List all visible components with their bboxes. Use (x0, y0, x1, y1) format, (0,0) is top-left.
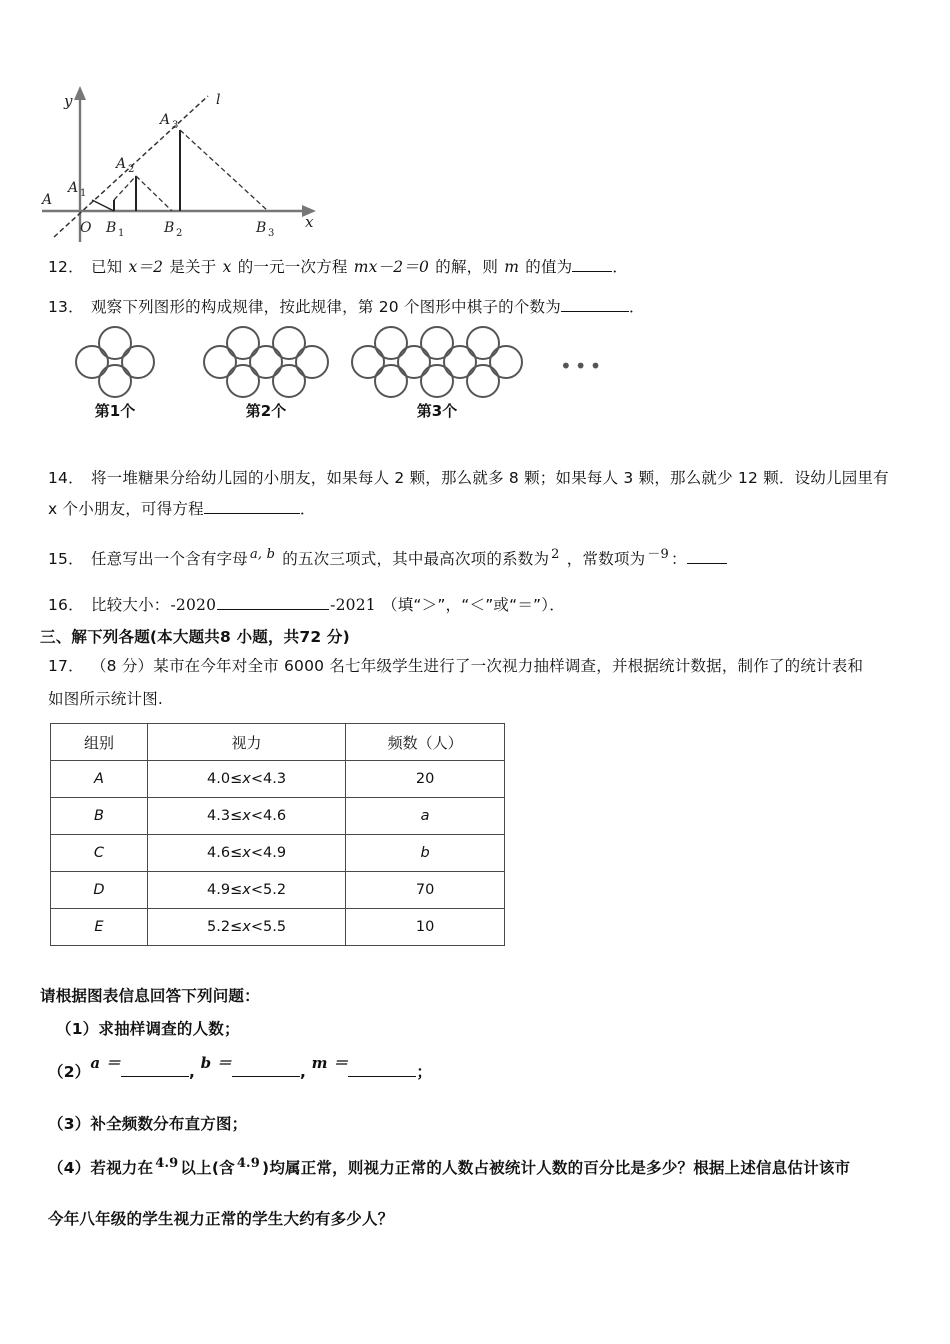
question-12-text-1: 已知 (90, 258, 123, 276)
question-12-math-4: m (504, 258, 520, 276)
question-17-line-1 (48, 654, 863, 678)
question-12-math-3: mx－2＝0 (353, 258, 430, 276)
svg-text:A: A (68, 180, 79, 196)
question-17-item-2-m: m ＝ (311, 1054, 349, 1072)
svg-text:1: 1 (118, 228, 125, 239)
question-14-number: 14． (48, 469, 84, 487)
question-12-number: 12． (48, 258, 84, 276)
pattern-group-1 (60, 326, 170, 421)
svg-text:2: 2 (128, 164, 135, 175)
coordinate-diagram (40, 80, 330, 245)
question-17-blank-b[interactable] (232, 1076, 300, 1077)
section-heading (40, 625, 350, 649)
row-group-B: B (51, 798, 148, 835)
question-17-item-2-end: ； (416, 1063, 433, 1081)
question-15 (48, 545, 727, 571)
svg-text:1: 1 (80, 188, 87, 199)
question-12 (48, 255, 628, 279)
question-16-text-1: 比较大小： (90, 596, 170, 614)
question-17-item-2-a: a ＝ (90, 1054, 121, 1072)
row-group-A: A (51, 761, 148, 798)
question-17-item-3 (48, 1112, 247, 1136)
question-17-text-1: （8 分）某市在今年对全市 6000 名七年级学生进行了一次视力抽样调查，并根据统计数据，制作了的统计表和 (90, 657, 864, 675)
question-17-item-2-b: b ＝ (200, 1054, 232, 1072)
pattern-caption-1: 第1个 (94, 402, 136, 420)
question-16-answer-blank[interactable] (217, 609, 329, 610)
table-row (51, 909, 505, 946)
table-row (51, 798, 505, 835)
question-14-text-2: x 个小朋友，可得方程 (48, 500, 204, 518)
question-12-period: ． (612, 258, 629, 276)
svg-text:x: x (305, 213, 314, 231)
question-15-letters: a, b (249, 547, 276, 562)
question-15-text-3: ，常数项为 (566, 550, 646, 569)
question-17-prompt-text: 请根据图表信息回答下列问题： (40, 987, 260, 1005)
question-17-item-4-line-1 (48, 1154, 850, 1180)
svg-text:A: A (42, 192, 53, 208)
row-freq-E: 10 (346, 909, 505, 946)
pattern-group-3 (348, 326, 526, 421)
question-15-constant: －9 (647, 547, 669, 562)
pattern-caption-3: 第3个 (416, 402, 458, 420)
svg-text:B: B (106, 220, 117, 236)
table-header-row (51, 724, 505, 761)
question-12-text-4: 的解，则 (435, 258, 499, 276)
question-13-number: 13． (48, 298, 84, 316)
question-17-blank-a[interactable] (121, 1076, 189, 1077)
svg-text:3: 3 (172, 120, 179, 131)
row-freq-A: 20 (346, 761, 505, 798)
question-12-math-2: x (222, 258, 232, 276)
pattern-group-2 (200, 326, 332, 421)
question-17-threshold-1: 4.9 (155, 1156, 179, 1171)
vision-statistics-table (50, 723, 505, 946)
question-17-text-2: 如图所示统计图. (48, 690, 164, 708)
row-group-D: D (51, 872, 148, 909)
question-16-value-1: -2020 (170, 596, 217, 614)
question-15-number: 15． (48, 550, 84, 569)
question-17-item-4-text-1: 若视力在 (90, 1159, 154, 1178)
question-17-blank-m[interactable] (348, 1076, 416, 1077)
table-header-frequency: 频数（人） (346, 724, 505, 761)
question-16 (48, 593, 565, 617)
row-range-E: 5.2≤x<5.5 (147, 909, 345, 946)
question-17-item-4-line-2 (48, 1207, 393, 1231)
question-12-answer-blank[interactable] (572, 271, 612, 272)
table-header-group: 组别 (51, 724, 148, 761)
question-17-item-4-text-4: 今年八年级的学生视力正常的学生大约有多少人？ (48, 1210, 394, 1228)
question-17-number: 17． (48, 657, 84, 675)
question-15-coefficient: 2 (551, 547, 560, 562)
question-17-item-1-text: （1）求抽样调查的人数； (56, 1020, 240, 1038)
question-17-prompt (40, 984, 260, 1008)
row-range-C: 4.6≤x<4.9 (147, 835, 345, 872)
question-17-item-2-number: （2） (48, 1063, 91, 1081)
question-13 (48, 295, 645, 319)
question-14-text-1: 将一堆糖果分给幼儿园的小朋友，如果每人 2 颗，那么就多 8 颗；如果每人 3 颗，那么就少 12 颗．设幼儿园里有 (90, 469, 889, 487)
table-row (51, 835, 505, 872)
question-17-item-4-text-2: 以上(含 (180, 1159, 235, 1178)
row-group-C: C (51, 835, 148, 872)
row-freq-D: 70 (346, 872, 505, 909)
question-14-period: ． (299, 500, 316, 518)
table-row (51, 872, 505, 909)
question-14-line-1 (48, 466, 889, 490)
row-range-A: 4.0≤x<4.3 (147, 761, 345, 798)
circle-pattern-figure (40, 326, 660, 431)
question-17-line-2 (48, 687, 163, 711)
question-14-line-2 (48, 497, 316, 521)
question-12-math-1: x＝2 (128, 258, 164, 276)
svg-text:A: A (160, 112, 171, 128)
question-15-answer-blank[interactable] (687, 563, 727, 564)
pattern-caption-2: 第2个 (245, 402, 287, 420)
svg-text:A: A (116, 156, 127, 172)
svg-text:O: O (80, 220, 92, 236)
question-16-value-2: -2021 (330, 596, 376, 614)
svg-text:y: y (64, 92, 73, 110)
question-17-item-4-number: （4） (48, 1159, 91, 1178)
question-12-text-3: 的一元一次方程 (237, 258, 348, 276)
question-15-text-1: 任意写出一个含有字母 (90, 550, 248, 569)
section-heading-text: 三、解下列各题(本大题共8 小题，共72 分) (40, 628, 350, 646)
question-17-item-1 (56, 1017, 240, 1041)
pattern-ellipsis: ••• (560, 354, 605, 378)
question-16-text-2: （填“＞”，“＜”或“＝”）． (382, 596, 565, 614)
question-17-item-3-text: （3）补全频数分布直方图； (48, 1115, 248, 1133)
row-group-E: E (51, 909, 148, 946)
svg-text:B: B (164, 220, 175, 236)
question-13-answer-blank[interactable] (561, 311, 629, 312)
question-15-colon: ： (670, 550, 687, 569)
table-header-vision: 视力 (147, 724, 345, 761)
table-row (51, 761, 505, 798)
question-15-text-2: 的五次三项式，其中最高次项的系数为 (282, 550, 550, 569)
row-freq-C: b (346, 835, 505, 872)
question-12-text-2: 是关于 (169, 258, 217, 276)
svg-text:3: 3 (268, 228, 275, 239)
question-13-period: ． (628, 298, 645, 316)
question-17-item-4-text-3: )均属正常，则视力正常的人数占被统计人数的百分比是多少？根据上述信息估计该市 (262, 1159, 851, 1178)
question-14-answer-blank[interactable] (204, 513, 300, 514)
svg-text:B: B (256, 220, 267, 236)
row-range-D: 4.9≤x<5.2 (147, 872, 345, 909)
svg-text:2: 2 (176, 228, 183, 239)
question-17-item-2: （2）a ＝ , b ＝ , m ＝ ； (48, 1054, 433, 1081)
question-17-threshold-2: 4.9 (236, 1156, 261, 1171)
question-12-text-5: 的值为 (525, 258, 573, 276)
row-freq-B: a (346, 798, 505, 835)
question-13-text: 观察下列图形的构成规律，按此规律，第 20 个图形中棋子的个数为 (90, 298, 561, 316)
row-range-B: 4.3≤x<4.6 (147, 798, 345, 835)
question-16-number: 16． (48, 596, 84, 614)
svg-text:l: l (216, 92, 221, 108)
